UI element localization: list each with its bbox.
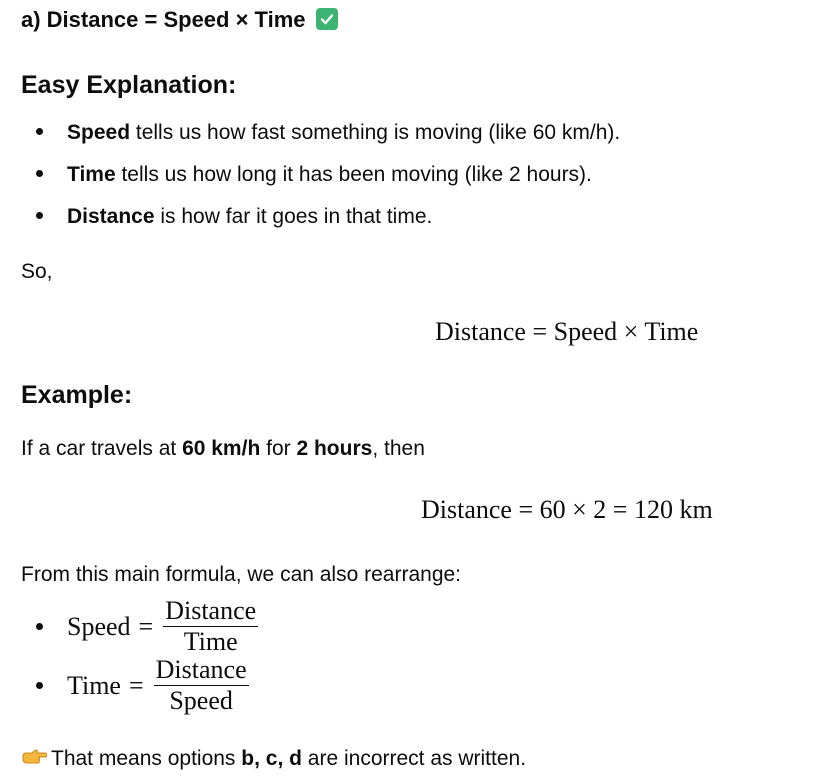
fraction-denominator: Time — [183, 627, 238, 656]
fraction-numerator: Distance — [165, 596, 257, 625]
equals-sign: = — [128, 670, 144, 700]
list-item — [36, 118, 620, 148]
example-speed: 60 km/h — [182, 437, 261, 460]
answer-text: a) Distance = Speed × Time — [21, 7, 306, 32]
bullet-icon — [36, 623, 43, 630]
conclusion-options: b, c, d — [241, 747, 302, 770]
list-item — [36, 202, 432, 232]
formula-lhs: Time — [67, 670, 121, 700]
fraction-numerator: Distance — [155, 655, 247, 684]
example-text-post: , then — [372, 437, 425, 460]
term-description: tells us how fast something is moving (like 60 km/h). — [130, 121, 621, 144]
easy-explanation-heading: Easy Explanation: — [21, 71, 237, 99]
example-heading: Example: — [21, 381, 133, 409]
list-item — [36, 655, 249, 716]
list-item — [36, 160, 592, 190]
answer-heading — [21, 4, 338, 36]
pointing-hand-icon — [21, 746, 47, 776]
fraction — [163, 596, 258, 657]
rearrange-text: From this main formula, we can also rearrange: — [21, 563, 462, 586]
conclusion-text-pre: That means options — [51, 747, 242, 770]
so-text: So, — [21, 260, 53, 283]
main-formula: Distance = Speed × Time — [435, 317, 699, 346]
example-time: 2 hours — [296, 437, 373, 460]
example-text-mid: for — [260, 437, 297, 460]
term-description: tells us how long it has been moving (like 2 hours). — [115, 163, 592, 186]
conclusion-text-post: are incorrect as written. — [301, 747, 527, 770]
term-time: Time — [67, 163, 116, 186]
check-mark-icon — [316, 8, 338, 30]
conclusion-line — [21, 744, 526, 776]
term-speed: Speed — [67, 121, 131, 144]
fraction-denominator: Speed — [169, 686, 233, 715]
example-text-pre: If a car travels at — [21, 437, 183, 460]
bullet-icon — [36, 212, 43, 219]
example-formula: Distance = 60 × 2 = 120 km — [421, 495, 713, 524]
example-paragraph — [21, 434, 425, 464]
term-description: is how far it goes in that time. — [154, 205, 433, 228]
list-item — [36, 596, 258, 657]
bullet-icon — [36, 170, 43, 177]
bullet-icon — [36, 128, 43, 135]
bullet-icon — [36, 682, 43, 689]
fraction — [154, 655, 249, 716]
formula-lhs: Speed — [67, 611, 131, 641]
term-distance: Distance — [67, 205, 155, 228]
equals-sign: = — [138, 611, 154, 641]
